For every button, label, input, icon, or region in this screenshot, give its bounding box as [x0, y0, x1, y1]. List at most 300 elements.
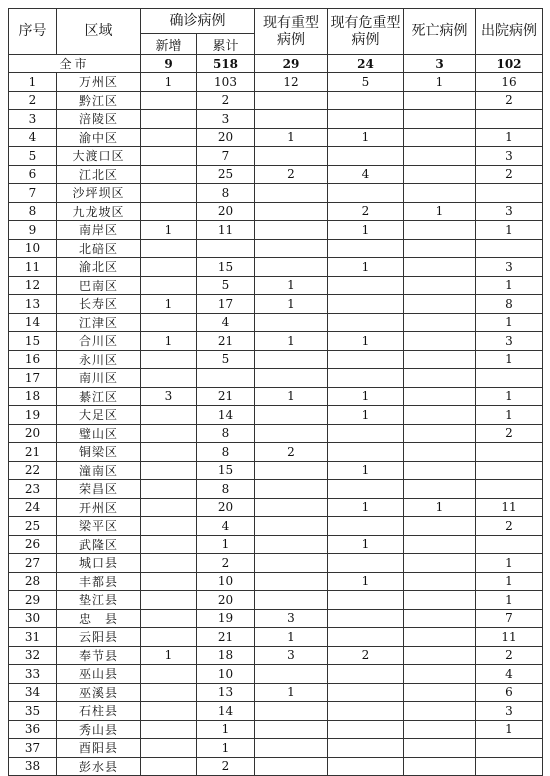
row-deaths — [404, 572, 476, 591]
row-discharged: 1 — [476, 276, 543, 295]
table-row — [9, 683, 543, 702]
row-deaths — [404, 646, 476, 665]
table-row — [9, 184, 543, 203]
row-total: 20 — [197, 202, 255, 221]
row-deaths: 1 — [404, 202, 476, 221]
row-region: 云阳县 — [57, 628, 141, 647]
row-critical — [328, 739, 404, 758]
row-severe — [255, 424, 328, 443]
row-seq: 4 — [9, 128, 57, 147]
row-critical — [328, 350, 404, 369]
row-region: 垫江县 — [57, 591, 141, 610]
row-total: 7 — [197, 147, 255, 166]
row-discharged: 1 — [476, 591, 543, 610]
row-deaths — [404, 720, 476, 739]
row-deaths — [404, 443, 476, 462]
row-critical — [328, 757, 404, 776]
row-deaths — [404, 535, 476, 554]
row-severe — [255, 313, 328, 332]
row-severe — [255, 221, 328, 240]
row-critical: 1 — [328, 387, 404, 406]
row-new — [141, 443, 197, 462]
row-discharged: 3 — [476, 258, 543, 277]
row-total: 2 — [197, 757, 255, 776]
row-deaths — [404, 110, 476, 129]
row-discharged — [476, 480, 543, 499]
row-region: 黔江区 — [57, 91, 141, 110]
row-deaths — [404, 332, 476, 351]
row-discharged — [476, 369, 543, 388]
table-row — [9, 332, 543, 351]
row-discharged: 7 — [476, 609, 543, 628]
row-discharged — [476, 757, 543, 776]
row-critical: 2 — [328, 202, 404, 221]
row-total: 8 — [197, 480, 255, 499]
row-critical — [328, 665, 404, 684]
row-new — [141, 683, 197, 702]
row-total: 20 — [197, 591, 255, 610]
row-seq: 7 — [9, 184, 57, 203]
row-severe — [255, 110, 328, 129]
row-total: 20 — [197, 128, 255, 147]
table-row — [9, 720, 543, 739]
row-new — [141, 350, 197, 369]
row-region: 铜梁区 — [57, 443, 141, 462]
row-critical — [328, 91, 404, 110]
case-statistics-table — [8, 8, 543, 776]
row-new — [141, 739, 197, 758]
row-seq: 27 — [9, 554, 57, 573]
table-row — [9, 646, 543, 665]
row-discharged: 3 — [476, 202, 543, 221]
table-row — [9, 461, 543, 480]
row-region: 渝中区 — [57, 128, 141, 147]
row-new — [141, 720, 197, 739]
row-new — [141, 184, 197, 203]
row-critical: 1 — [328, 572, 404, 591]
row-region: 城口县 — [57, 554, 141, 573]
row-severe — [255, 480, 328, 499]
table-row — [9, 295, 543, 314]
row-critical: 1 — [328, 258, 404, 277]
row-seq: 2 — [9, 91, 57, 110]
row-seq: 8 — [9, 202, 57, 221]
row-deaths — [404, 221, 476, 240]
header-severe — [255, 9, 328, 55]
row-deaths: 1 — [404, 498, 476, 517]
row-new — [141, 461, 197, 480]
city-total-total: 518 — [197, 55, 255, 73]
row-severe: 1 — [255, 295, 328, 314]
row-severe — [255, 554, 328, 573]
row-new: 1 — [141, 73, 197, 92]
row-region: 潼南区 — [57, 461, 141, 480]
row-critical — [328, 443, 404, 462]
row-deaths — [404, 517, 476, 536]
row-seq: 35 — [9, 702, 57, 721]
row-discharged: 11 — [476, 628, 543, 647]
row-new — [141, 424, 197, 443]
row-severe — [255, 202, 328, 221]
row-deaths — [404, 757, 476, 776]
row-discharged — [476, 239, 543, 258]
table-row — [9, 591, 543, 610]
row-region: 渝北区 — [57, 258, 141, 277]
row-seq: 33 — [9, 665, 57, 684]
row-seq: 36 — [9, 720, 57, 739]
row-discharged: 1 — [476, 406, 543, 425]
row-seq: 38 — [9, 757, 57, 776]
table-row — [9, 276, 543, 295]
city-total-severe: 29 — [255, 55, 328, 73]
row-region: 开州区 — [57, 498, 141, 517]
row-seq: 13 — [9, 295, 57, 314]
row-seq: 30 — [9, 609, 57, 628]
row-seq: 6 — [9, 165, 57, 184]
row-discharged: 3 — [476, 147, 543, 166]
row-severe — [255, 591, 328, 610]
row-critical: 2 — [328, 646, 404, 665]
row-total: 21 — [197, 628, 255, 647]
row-region: 梁平区 — [57, 517, 141, 536]
row-region: 秀山县 — [57, 720, 141, 739]
table-row — [9, 128, 543, 147]
row-discharged: 1 — [476, 221, 543, 240]
row-seq: 34 — [9, 683, 57, 702]
row-total: 13 — [197, 683, 255, 702]
row-new: 1 — [141, 221, 197, 240]
table-row — [9, 702, 543, 721]
city-total-deaths: 3 — [404, 55, 476, 73]
table-row — [9, 202, 543, 221]
row-critical: 1 — [328, 498, 404, 517]
row-severe: 3 — [255, 609, 328, 628]
row-seq: 21 — [9, 443, 57, 462]
row-total: 2 — [197, 91, 255, 110]
table-row — [9, 609, 543, 628]
row-severe — [255, 369, 328, 388]
row-severe: 1 — [255, 276, 328, 295]
row-severe: 12 — [255, 73, 328, 92]
row-new: 3 — [141, 387, 197, 406]
statistics-table-container — [8, 8, 543, 776]
table-row — [9, 628, 543, 647]
row-total: 21 — [197, 387, 255, 406]
row-new — [141, 369, 197, 388]
row-new: 1 — [141, 332, 197, 351]
row-deaths — [404, 239, 476, 258]
row-severe — [255, 739, 328, 758]
city-total-row — [9, 55, 543, 73]
row-new — [141, 202, 197, 221]
table-row — [9, 387, 543, 406]
row-new — [141, 239, 197, 258]
row-deaths — [404, 184, 476, 203]
row-critical — [328, 184, 404, 203]
row-new — [141, 517, 197, 536]
row-total: 1 — [197, 739, 255, 758]
row-severe — [255, 572, 328, 591]
row-severe — [255, 461, 328, 480]
row-critical — [328, 591, 404, 610]
row-total: 17 — [197, 295, 255, 314]
row-new — [141, 591, 197, 610]
row-region: 江北区 — [57, 165, 141, 184]
row-critical — [328, 424, 404, 443]
row-total: 15 — [197, 258, 255, 277]
row-region: 九龙坡区 — [57, 202, 141, 221]
row-critical — [328, 295, 404, 314]
row-severe: 1 — [255, 128, 328, 147]
row-discharged — [476, 184, 543, 203]
row-seq: 10 — [9, 239, 57, 258]
row-discharged: 2 — [476, 424, 543, 443]
row-critical — [328, 110, 404, 129]
row-critical — [328, 239, 404, 258]
row-deaths — [404, 295, 476, 314]
row-critical — [328, 702, 404, 721]
row-region: 永川区 — [57, 350, 141, 369]
row-severe: 1 — [255, 387, 328, 406]
row-region: 北碚区 — [57, 239, 141, 258]
row-deaths — [404, 128, 476, 147]
row-discharged: 3 — [476, 702, 543, 721]
row-total: 5 — [197, 350, 255, 369]
row-new — [141, 535, 197, 554]
row-seq: 16 — [9, 350, 57, 369]
row-deaths — [404, 591, 476, 610]
row-deaths — [404, 424, 476, 443]
table-row — [9, 258, 543, 277]
row-severe — [255, 720, 328, 739]
city-total-discharged: 102 — [476, 55, 543, 73]
row-seq: 11 — [9, 258, 57, 277]
row-seq: 18 — [9, 387, 57, 406]
header-discharged: 出院病例 — [476, 9, 543, 55]
row-severe — [255, 665, 328, 684]
table-row — [9, 739, 543, 758]
header-region: 区域 — [57, 9, 141, 55]
row-critical — [328, 720, 404, 739]
table-row — [9, 498, 543, 517]
row-discharged: 8 — [476, 295, 543, 314]
table-row — [9, 554, 543, 573]
header-critical-line2: 病例 — [351, 31, 380, 48]
header-critical-line1: 现有危重型 — [330, 14, 401, 31]
row-new — [141, 406, 197, 425]
row-severe — [255, 147, 328, 166]
table-row — [9, 350, 543, 369]
row-deaths — [404, 276, 476, 295]
row-critical — [328, 628, 404, 647]
table-row — [9, 517, 543, 536]
row-critical: 4 — [328, 165, 404, 184]
row-deaths — [404, 406, 476, 425]
row-discharged: 11 — [476, 498, 543, 517]
row-region: 巫溪县 — [57, 683, 141, 702]
row-region: 江津区 — [57, 313, 141, 332]
table-row — [9, 443, 543, 462]
row-deaths — [404, 461, 476, 480]
row-seq: 23 — [9, 480, 57, 499]
header-severe-line2: 病例 — [277, 31, 305, 48]
row-severe: 3 — [255, 646, 328, 665]
row-critical — [328, 480, 404, 499]
row-discharged: 2 — [476, 646, 543, 665]
city-total-label: 全市 — [9, 55, 141, 73]
row-total: 20 — [197, 498, 255, 517]
row-deaths — [404, 480, 476, 499]
row-discharged — [476, 461, 543, 480]
row-discharged: 1 — [476, 350, 543, 369]
row-total: 21 — [197, 332, 255, 351]
row-region: 武隆区 — [57, 535, 141, 554]
row-new — [141, 757, 197, 776]
row-deaths: 1 — [404, 73, 476, 92]
row-region: 璧山区 — [57, 424, 141, 443]
row-critical — [328, 276, 404, 295]
row-discharged: 1 — [476, 387, 543, 406]
row-discharged — [476, 535, 543, 554]
row-new — [141, 313, 197, 332]
row-deaths — [404, 313, 476, 332]
table-row — [9, 239, 543, 258]
row-seq: 25 — [9, 517, 57, 536]
row-region: 荣昌区 — [57, 480, 141, 499]
row-new — [141, 702, 197, 721]
row-new — [141, 572, 197, 591]
row-new — [141, 276, 197, 295]
row-seq: 1 — [9, 73, 57, 92]
table-row — [9, 165, 543, 184]
table-row — [9, 147, 543, 166]
row-new — [141, 628, 197, 647]
table-row — [9, 369, 543, 388]
row-region: 南川区 — [57, 369, 141, 388]
row-total: 1 — [197, 535, 255, 554]
table-row — [9, 424, 543, 443]
row-discharged: 1 — [476, 554, 543, 573]
row-total: 2 — [197, 554, 255, 573]
row-critical: 1 — [328, 406, 404, 425]
row-seq: 3 — [9, 110, 57, 129]
header-new: 新增 — [141, 34, 197, 55]
row-deaths — [404, 387, 476, 406]
row-seq: 28 — [9, 572, 57, 591]
row-seq: 17 — [9, 369, 57, 388]
row-severe — [255, 91, 328, 110]
row-total: 18 — [197, 646, 255, 665]
row-deaths — [404, 702, 476, 721]
row-deaths — [404, 165, 476, 184]
row-total: 8 — [197, 184, 255, 203]
row-critical — [328, 517, 404, 536]
row-seq: 26 — [9, 535, 57, 554]
row-total: 11 — [197, 221, 255, 240]
row-new — [141, 609, 197, 628]
table-row — [9, 110, 543, 129]
row-deaths — [404, 628, 476, 647]
row-seq: 15 — [9, 332, 57, 351]
row-critical: 1 — [328, 128, 404, 147]
row-severe — [255, 258, 328, 277]
row-critical — [328, 147, 404, 166]
row-region: 沙坪坝区 — [57, 184, 141, 203]
row-region: 酉阳县 — [57, 739, 141, 758]
header-severe-line1: 现有重型 — [263, 14, 319, 31]
row-new — [141, 554, 197, 573]
row-total: 14 — [197, 702, 255, 721]
row-severe — [255, 517, 328, 536]
row-critical: 1 — [328, 535, 404, 554]
row-deaths — [404, 683, 476, 702]
row-total — [197, 369, 255, 388]
table-row — [9, 221, 543, 240]
row-region: 丰都县 — [57, 572, 141, 591]
table-row — [9, 480, 543, 499]
row-severe: 1 — [255, 332, 328, 351]
row-severe — [255, 702, 328, 721]
row-total: 10 — [197, 665, 255, 684]
row-seq: 5 — [9, 147, 57, 166]
row-seq: 32 — [9, 646, 57, 665]
row-critical: 1 — [328, 221, 404, 240]
row-discharged — [476, 443, 543, 462]
row-region: 南岸区 — [57, 221, 141, 240]
table-row — [9, 406, 543, 425]
row-deaths — [404, 258, 476, 277]
table-row — [9, 572, 543, 591]
row-discharged: 2 — [476, 165, 543, 184]
header-confirmed: 确诊病例 — [141, 9, 255, 34]
row-deaths — [404, 147, 476, 166]
row-new — [141, 110, 197, 129]
row-severe: 2 — [255, 165, 328, 184]
row-seq: 29 — [9, 591, 57, 610]
row-new — [141, 665, 197, 684]
header-seq: 序号 — [9, 9, 57, 55]
row-critical: 1 — [328, 332, 404, 351]
row-region: 石柱县 — [57, 702, 141, 721]
row-region: 涪陵区 — [57, 110, 141, 129]
row-discharged — [476, 739, 543, 758]
row-region: 奉节县 — [57, 646, 141, 665]
row-discharged: 16 — [476, 73, 543, 92]
table-row — [9, 73, 543, 92]
row-total: 4 — [197, 313, 255, 332]
row-discharged: 2 — [476, 517, 543, 536]
table-row — [9, 665, 543, 684]
row-discharged: 6 — [476, 683, 543, 702]
row-seq: 12 — [9, 276, 57, 295]
table-row — [9, 757, 543, 776]
row-total — [197, 239, 255, 258]
row-total: 1 — [197, 720, 255, 739]
table-row — [9, 535, 543, 554]
row-discharged: 1 — [476, 572, 543, 591]
row-region: 巴南区 — [57, 276, 141, 295]
row-total: 19 — [197, 609, 255, 628]
row-severe — [255, 239, 328, 258]
row-total: 15 — [197, 461, 255, 480]
row-seq: 9 — [9, 221, 57, 240]
row-critical — [328, 609, 404, 628]
row-total: 25 — [197, 165, 255, 184]
row-new — [141, 91, 197, 110]
row-deaths — [404, 609, 476, 628]
row-total: 8 — [197, 424, 255, 443]
row-total: 5 — [197, 276, 255, 295]
